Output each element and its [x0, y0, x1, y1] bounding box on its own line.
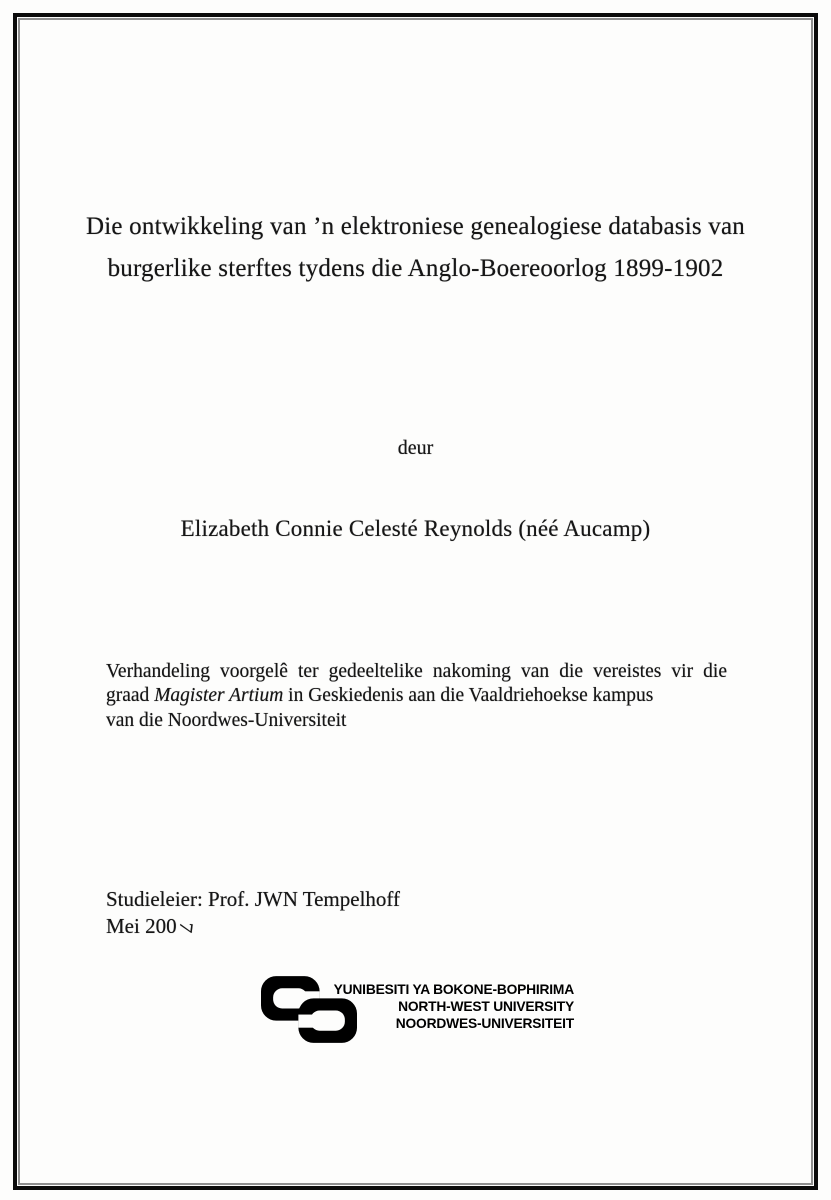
degree-name: Magister Artium: [154, 685, 284, 707]
university-logo: [261, 974, 577, 1046]
declaration-paragraph: [106, 660, 727, 733]
logo-wordmark-line-2: NORTH-WEST UNIVERSITY: [398, 999, 574, 1015]
declaration-line-2: [106, 684, 727, 708]
thesis-title-line-2: burgerlike sterftes tydens die Anglo-Boereoorlog 1899-1902: [107, 255, 724, 282]
declaration-line-2-pre: graad: [106, 685, 155, 707]
declaration-line-1: Verhandeling voorgelê ter gedeeltelike nakoming van die vereistes vir die: [106, 661, 727, 682]
logo-wordmark-line-3: NOORDWES-UNIVERSITEIT: [395, 1016, 574, 1032]
declaration-line-3: van die Noordwes-Universiteit: [106, 709, 347, 731]
supervisor-line: Studieleier: Prof. JWN Tempelhoff: [106, 887, 401, 911]
thesis-title: [60, 206, 771, 290]
logo-wordmark: [318, 981, 574, 1033]
logo-wordmark-line-1: YUNIBESITI YA BOKONE-BOPHIRIMA: [333, 982, 574, 997]
date-prefix: Mei 200: [106, 913, 177, 938]
supervisor-block: [106, 886, 400, 939]
date-line: [106, 913, 400, 940]
byline: deur: [397, 437, 434, 459]
date-last-digit: 7: [174, 920, 198, 934]
declaration-line-2-post: in Geskiedenis aan die Vaaldriehoekse kampus: [283, 685, 654, 707]
thesis-title-line-1: Die ontwikkeling van ’n elektroniese genealogiese databasis van: [86, 213, 745, 240]
author-name: Elizabeth Connie Celesté Reynolds (néé Aucamp): [180, 516, 651, 541]
